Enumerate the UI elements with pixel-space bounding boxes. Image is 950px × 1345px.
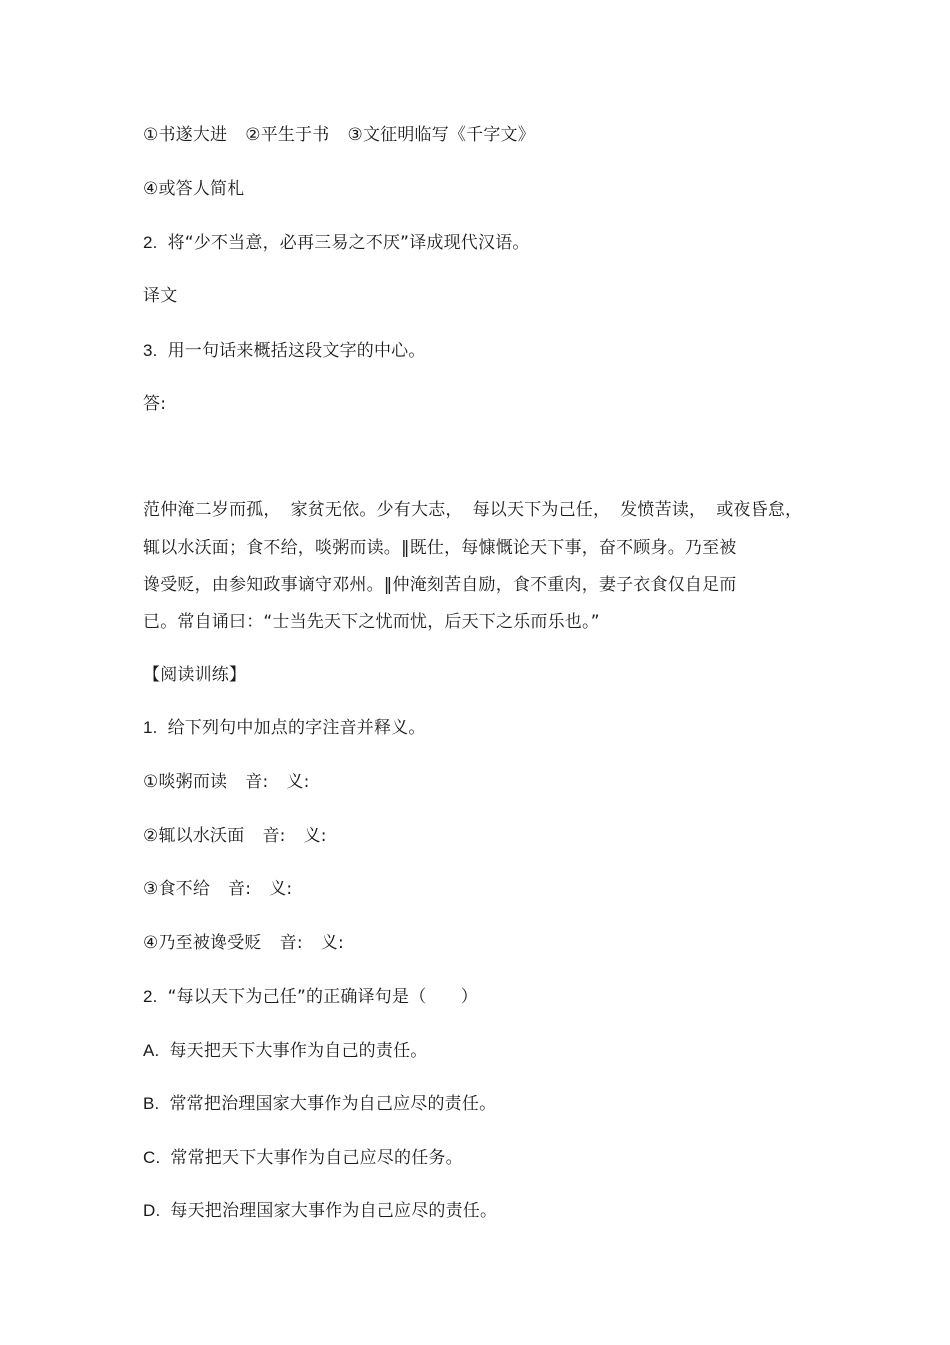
question-number: 3. <box>143 341 158 360</box>
option-c <box>143 1147 463 1169</box>
question-number: 1. <box>143 718 158 737</box>
question-text: 将“少不当意，必再三易之不厌”译成现代汉语。 <box>167 233 530 253</box>
passage-line-1 <box>143 499 802 521</box>
question-text: 给下列句中加点的字注音并释义。 <box>167 718 426 738</box>
item-yi: 义: <box>320 933 344 953</box>
question-text: “每以天下为己任”的正确译句是（ ） <box>167 987 478 1007</box>
item-yi: 义: <box>286 772 310 792</box>
item-phrase: ②辄以水沃面 <box>143 826 245 846</box>
item-yin: 音: <box>279 933 303 953</box>
exercise-question-1 <box>143 717 426 739</box>
passage-segment: 发愤苦读， <box>620 500 707 520</box>
passage-line-4: 已。常自诵曰：“士当先天下之忧而忧，后天下之乐而乐也。” <box>143 612 600 632</box>
item-yin: 音: <box>228 879 252 899</box>
option-letter: A. <box>143 1041 160 1060</box>
translation-label: 译文 <box>143 286 178 306</box>
option-letter: C. <box>143 1148 161 1167</box>
exercise-item-4 <box>143 932 344 954</box>
option-text: 每天把治理国家大事作为自己应尽的责任。 <box>170 1201 498 1221</box>
exercise-item-1 <box>143 771 310 793</box>
option-text: 常常把治理国家大事作为自己应尽的责任。 <box>169 1094 497 1114</box>
question-number: 2. <box>143 233 158 252</box>
q1-items-line2: ④或答人简札 <box>143 179 245 199</box>
passage-segment: 家贫无依。少有大志， <box>290 500 463 520</box>
item-yin: 音: <box>262 826 286 846</box>
item-phrase: ③食不给 <box>143 879 211 899</box>
item-1: ①书遂大进 <box>143 125 228 145</box>
option-letter: B. <box>143 1094 160 1113</box>
item-phrase: ④乃至被谗受贬 <box>143 933 262 953</box>
exercise-question-2 <box>143 986 478 1008</box>
passage-segment: 或夜昏怠， <box>716 500 803 520</box>
question-3 <box>143 340 426 362</box>
option-d <box>143 1200 497 1222</box>
option-a <box>143 1040 427 1062</box>
passage-line-3: 谗受贬，由参知政事谪守邓州。‖仲淹刻苦自励，食不重肉，妻子衣食仅自足而 <box>143 575 737 595</box>
passage-segment: 每以天下为己任， <box>472 500 611 520</box>
question-number: 2. <box>143 987 158 1006</box>
item-yin: 音: <box>245 772 269 792</box>
option-text: 常常把天下大事作为自己应尽的任务。 <box>170 1148 463 1168</box>
option-letter: D. <box>143 1201 161 1220</box>
item-yi: 义: <box>303 826 327 846</box>
passage-line-2: 辄以水沃面；食不给，啖粥而读。‖既仕，每慷慨论天下事，奋不顾身。乃至被 <box>143 538 737 558</box>
item-3: ③文征明临写《千字文》 <box>347 125 535 145</box>
exercise-item-2 <box>143 825 327 847</box>
passage-segment: 范仲淹二岁而孤， <box>143 500 281 520</box>
option-text: 每天把天下大事作为自己的责任。 <box>169 1041 428 1061</box>
question-2 <box>143 232 530 254</box>
q1-items-line1 <box>143 124 535 146</box>
question-text: 用一句话来概括这段文字的中心。 <box>167 341 426 361</box>
item-phrase: ①啖粥而读 <box>143 772 228 792</box>
item-yi: 义: <box>269 879 293 899</box>
option-b <box>143 1093 496 1115</box>
item-2: ②平生于书 <box>245 125 330 145</box>
exercise-heading: 【阅读训练】 <box>143 665 247 685</box>
exercise-item-3 <box>143 878 292 900</box>
answer-label: 答: <box>143 394 167 414</box>
